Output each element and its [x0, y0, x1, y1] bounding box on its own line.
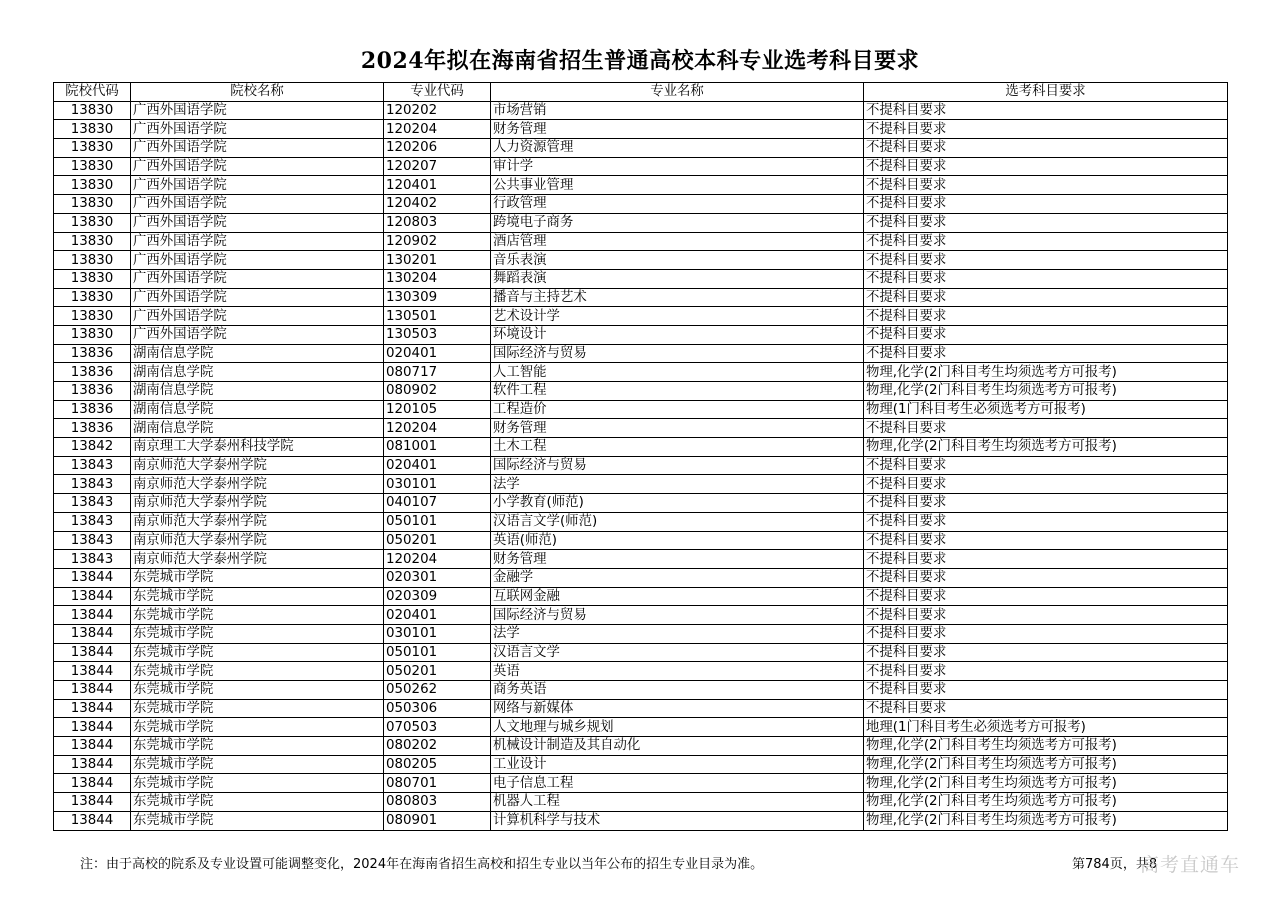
school-name-cell: 东莞城市学院 [131, 662, 384, 681]
major-name-cell: 行政管理 [491, 195, 864, 214]
major-code-cell: 050201 [384, 662, 491, 681]
table-row [54, 269, 1228, 288]
table-row [54, 120, 1228, 139]
subject-requirement-cell: 物理,化学(2门科目考生均须选考方可报考) [864, 755, 1228, 774]
major-code-cell: 080901 [384, 811, 491, 830]
school-name-cell: 广西外国语学院 [131, 269, 384, 288]
school-name-cell: 湖南信息学院 [131, 419, 384, 438]
school-code-cell: 13843 [54, 550, 131, 569]
major-code-cell: 080902 [384, 382, 491, 401]
subject-requirement-cell: 不提科目要求 [864, 456, 1228, 475]
major-name-cell: 市场营销 [491, 101, 864, 120]
subject-requirement-cell: 不提科目要求 [864, 325, 1228, 344]
school-code-cell: 13830 [54, 269, 131, 288]
major-code-cell: 020401 [384, 344, 491, 363]
subject-requirement-cell: 不提科目要求 [864, 568, 1228, 587]
school-code-cell: 13830 [54, 232, 131, 251]
subject-requirement-cell: 物理,化学(2门科目考生均须选考方可报考) [864, 382, 1228, 401]
subject-requirement-cell: 不提科目要求 [864, 288, 1228, 307]
school-code-cell: 13842 [54, 438, 131, 457]
major-code-cell: 050262 [384, 681, 491, 700]
table-row [54, 568, 1228, 587]
major-name-cell: 财务管理 [491, 550, 864, 569]
school-name-cell: 南京师范大学泰州学院 [131, 531, 384, 550]
table-row [54, 307, 1228, 326]
table-row [54, 176, 1228, 195]
school-name-cell: 南京师范大学泰州学院 [131, 456, 384, 475]
major-code-cell: 130503 [384, 325, 491, 344]
major-code-cell: 130201 [384, 251, 491, 270]
subject-requirement-cell: 不提科目要求 [864, 213, 1228, 232]
school-code-cell: 13830 [54, 195, 131, 214]
school-code-cell: 13844 [54, 624, 131, 643]
school-name-cell: 东莞城市学院 [131, 681, 384, 700]
school-name-cell: 广西外国语学院 [131, 307, 384, 326]
table-row [54, 699, 1228, 718]
table-row [54, 288, 1228, 307]
major-name-cell: 审计学 [491, 157, 864, 176]
subject-requirement-cell: 物理,化学(2门科目考生均须选考方可报考) [864, 793, 1228, 812]
school-name-cell: 湖南信息学院 [131, 363, 384, 382]
table-row [54, 157, 1228, 176]
major-code-cell: 030101 [384, 624, 491, 643]
major-name-cell: 环境设计 [491, 325, 864, 344]
subject-requirement-cell: 不提科目要求 [864, 101, 1228, 120]
school-name-cell: 广西外国语学院 [131, 195, 384, 214]
subject-requirement-cell: 不提科目要求 [864, 606, 1228, 625]
table-row [54, 737, 1228, 756]
major-code-cell: 070503 [384, 718, 491, 737]
major-name-cell: 互联网金融 [491, 587, 864, 606]
table-row [54, 512, 1228, 531]
subject-requirement-cell: 物理,化学(2门科目考生均须选考方可报考) [864, 438, 1228, 457]
subject-requirement-cell: 不提科目要求 [864, 157, 1228, 176]
header-school-name: 院校名称 [131, 83, 384, 102]
major-name-cell: 跨境电子商务 [491, 213, 864, 232]
school-code-cell: 13830 [54, 251, 131, 270]
major-code-cell: 080202 [384, 737, 491, 756]
subject-requirement-cell: 不提科目要求 [864, 550, 1228, 569]
footer-note: 注：由于高校的院系及专业设置可能调整变化，2024年在海南省招生高校和招生专业以当年公布的招生专业目录为准。 [80, 857, 764, 872]
school-name-cell: 南京师范大学泰州学院 [131, 494, 384, 513]
school-code-cell: 13830 [54, 101, 131, 120]
major-name-cell: 人工智能 [491, 363, 864, 382]
subject-requirement-cell: 不提科目要求 [864, 307, 1228, 326]
table-row [54, 456, 1228, 475]
school-name-cell: 广西外国语学院 [131, 213, 384, 232]
table-row [54, 101, 1228, 120]
school-name-cell: 东莞城市学院 [131, 587, 384, 606]
subject-requirement-cell: 物理(1门科目考生必须选考方可报考) [864, 400, 1228, 419]
school-name-cell: 广西外国语学院 [131, 251, 384, 270]
watermark: 高考直通车 [1140, 854, 1241, 876]
major-code-cell: 080205 [384, 755, 491, 774]
major-code-cell: 020401 [384, 606, 491, 625]
subject-requirement-cell: 不提科目要求 [864, 624, 1228, 643]
major-name-cell: 人力资源管理 [491, 139, 864, 158]
subject-requirement-cell: 不提科目要求 [864, 587, 1228, 606]
major-name-cell: 电子信息工程 [491, 774, 864, 793]
school-name-cell: 东莞城市学院 [131, 774, 384, 793]
school-code-cell: 13830 [54, 176, 131, 195]
school-code-cell: 13830 [54, 325, 131, 344]
school-name-cell: 东莞城市学院 [131, 568, 384, 587]
table-row [54, 624, 1228, 643]
school-code-cell: 13830 [54, 157, 131, 176]
subject-requirement-cell: 不提科目要求 [864, 344, 1228, 363]
school-code-cell: 13844 [54, 662, 131, 681]
table-row [54, 382, 1228, 401]
subject-requirement-cell: 不提科目要求 [864, 512, 1228, 531]
subject-requirement-cell: 不提科目要求 [864, 251, 1228, 270]
subject-requirement-cell: 不提科目要求 [864, 139, 1228, 158]
school-code-cell: 13843 [54, 456, 131, 475]
major-name-cell: 土木工程 [491, 438, 864, 457]
school-name-cell: 广西外国语学院 [131, 139, 384, 158]
table-row [54, 195, 1228, 214]
table-row [54, 213, 1228, 232]
table-row [54, 643, 1228, 662]
major-name-cell: 英语(师范) [491, 531, 864, 550]
school-code-cell: 13844 [54, 681, 131, 700]
major-code-cell: 120204 [384, 550, 491, 569]
table-row [54, 606, 1228, 625]
major-code-cell: 130501 [384, 307, 491, 326]
table-row [54, 755, 1228, 774]
table-row [54, 475, 1228, 494]
school-code-cell: 13830 [54, 307, 131, 326]
school-code-cell: 13844 [54, 587, 131, 606]
school-code-cell: 13830 [54, 213, 131, 232]
subject-requirement-cell: 物理,化学(2门科目考生均须选考方可报考) [864, 774, 1228, 793]
major-code-cell: 030101 [384, 475, 491, 494]
major-name-cell: 艺术设计学 [491, 307, 864, 326]
major-name-cell: 法学 [491, 624, 864, 643]
major-name-cell: 工业设计 [491, 755, 864, 774]
school-name-cell: 东莞城市学院 [131, 699, 384, 718]
major-name-cell: 音乐表演 [491, 251, 864, 270]
school-code-cell: 13844 [54, 606, 131, 625]
school-code-cell: 13830 [54, 288, 131, 307]
major-code-cell: 080717 [384, 363, 491, 382]
major-code-cell: 050101 [384, 643, 491, 662]
subject-requirement-cell: 不提科目要求 [864, 494, 1228, 513]
major-code-cell: 020309 [384, 587, 491, 606]
subject-requirement-cell: 不提科目要求 [864, 176, 1228, 195]
table-row [54, 419, 1228, 438]
school-code-cell: 13844 [54, 737, 131, 756]
major-code-cell: 020401 [384, 456, 491, 475]
major-code-cell: 080803 [384, 793, 491, 812]
school-name-cell: 东莞城市学院 [131, 811, 384, 830]
school-code-cell: 13836 [54, 419, 131, 438]
school-name-cell: 湖南信息学院 [131, 344, 384, 363]
header-major-name: 专业名称 [491, 83, 864, 102]
major-name-cell: 舞蹈表演 [491, 269, 864, 288]
table-body [54, 101, 1228, 830]
school-code-cell: 13844 [54, 774, 131, 793]
school-code-cell: 13836 [54, 382, 131, 401]
school-name-cell: 东莞城市学院 [131, 755, 384, 774]
table-row [54, 587, 1228, 606]
subject-requirement-cell: 物理,化学(2门科目考生均须选考方可报考) [864, 737, 1228, 756]
major-name-cell: 财务管理 [491, 120, 864, 139]
table-row [54, 363, 1228, 382]
table-row [54, 139, 1228, 158]
table-row [54, 662, 1228, 681]
major-code-cell: 050306 [384, 699, 491, 718]
school-name-cell: 南京师范大学泰州学院 [131, 550, 384, 569]
major-name-cell: 金融学 [491, 568, 864, 587]
table-row [54, 400, 1228, 419]
subject-requirement-cell: 不提科目要求 [864, 643, 1228, 662]
major-code-cell: 120206 [384, 139, 491, 158]
major-code-cell: 120204 [384, 419, 491, 438]
subject-requirement-cell: 不提科目要求 [864, 120, 1228, 139]
school-code-cell: 13844 [54, 755, 131, 774]
school-code-cell: 13844 [54, 568, 131, 587]
school-name-cell: 南京师范大学泰州学院 [131, 512, 384, 531]
major-name-cell: 播音与主持艺术 [491, 288, 864, 307]
major-code-cell: 120202 [384, 101, 491, 120]
subject-requirement-cell: 不提科目要求 [864, 531, 1228, 550]
major-code-cell: 120207 [384, 157, 491, 176]
school-name-cell: 广西外国语学院 [131, 157, 384, 176]
school-name-cell: 广西外国语学院 [131, 120, 384, 139]
subject-requirement-cell: 不提科目要求 [864, 269, 1228, 288]
school-code-cell: 13836 [54, 344, 131, 363]
school-name-cell: 广西外国语学院 [131, 101, 384, 120]
major-name-cell: 酒店管理 [491, 232, 864, 251]
subject-requirement-cell: 地理(1门科目考生必须选考方可报考) [864, 718, 1228, 737]
school-code-cell: 13843 [54, 475, 131, 494]
school-name-cell: 东莞城市学院 [131, 643, 384, 662]
page-number: 第784页，共8 [1072, 857, 1158, 872]
school-code-cell: 13843 [54, 512, 131, 531]
school-code-cell: 13836 [54, 400, 131, 419]
school-code-cell: 13843 [54, 494, 131, 513]
school-name-cell: 东莞城市学院 [131, 624, 384, 643]
school-name-cell: 南京理工大学泰州科技学院 [131, 438, 384, 457]
table-row [54, 251, 1228, 270]
major-code-cell: 050101 [384, 512, 491, 531]
subject-requirement-cell: 不提科目要求 [864, 662, 1228, 681]
table-row [54, 325, 1228, 344]
school-name-cell: 广西外国语学院 [131, 325, 384, 344]
table-row [54, 811, 1228, 830]
school-code-cell: 13844 [54, 793, 131, 812]
school-code-cell: 13836 [54, 363, 131, 382]
table-row [54, 494, 1228, 513]
subject-requirement-cell: 不提科目要求 [864, 419, 1228, 438]
major-name-cell: 人文地理与城乡规划 [491, 718, 864, 737]
header-major-code: 专业代码 [384, 83, 491, 102]
major-name-cell: 计算机科学与技术 [491, 811, 864, 830]
school-code-cell: 13830 [54, 139, 131, 158]
header-school-code: 院校代码 [54, 83, 131, 102]
school-name-cell: 南京师范大学泰州学院 [131, 475, 384, 494]
school-name-cell: 东莞城市学院 [131, 793, 384, 812]
major-code-cell: 080701 [384, 774, 491, 793]
header-subject-requirement: 选考科目要求 [864, 83, 1228, 102]
table-header-row [54, 83, 1228, 102]
major-name-cell: 网络与新媒体 [491, 699, 864, 718]
table-row [54, 718, 1228, 737]
major-code-cell: 120402 [384, 195, 491, 214]
school-name-cell: 东莞城市学院 [131, 606, 384, 625]
subject-requirement-cell: 不提科目要求 [864, 232, 1228, 251]
table-row [54, 793, 1228, 812]
subject-requirement-cell: 不提科目要求 [864, 475, 1228, 494]
subject-requirement-cell: 物理,化学(2门科目考生均须选考方可报考) [864, 811, 1228, 830]
major-code-cell: 130204 [384, 269, 491, 288]
requirements-table [53, 82, 1228, 831]
major-code-cell: 040107 [384, 494, 491, 513]
major-code-cell: 120105 [384, 400, 491, 419]
school-name-cell: 湖南信息学院 [131, 400, 384, 419]
major-name-cell: 汉语言文学(师范) [491, 512, 864, 531]
major-name-cell: 汉语言文学 [491, 643, 864, 662]
table-row [54, 774, 1228, 793]
subject-requirement-cell: 不提科目要求 [864, 681, 1228, 700]
major-name-cell: 法学 [491, 475, 864, 494]
major-code-cell: 020301 [384, 568, 491, 587]
school-code-cell: 13843 [54, 531, 131, 550]
subject-requirement-cell: 不提科目要求 [864, 699, 1228, 718]
table-row [54, 344, 1228, 363]
school-code-cell: 13844 [54, 718, 131, 737]
subject-requirement-cell: 物理,化学(2门科目考生均须选考方可报考) [864, 363, 1228, 382]
page-title: 2024年拟在海南省招生普通高校本科专业选考科目要求 [360, 48, 920, 74]
table-row [54, 550, 1228, 569]
table-row [54, 531, 1228, 550]
school-code-cell: 13844 [54, 699, 131, 718]
major-code-cell: 120401 [384, 176, 491, 195]
table-row [54, 438, 1228, 457]
major-name-cell: 工程造价 [491, 400, 864, 419]
school-name-cell: 湖南信息学院 [131, 382, 384, 401]
school-code-cell: 13830 [54, 120, 131, 139]
major-name-cell: 商务英语 [491, 681, 864, 700]
major-code-cell: 120204 [384, 120, 491, 139]
school-name-cell: 广西外国语学院 [131, 232, 384, 251]
major-code-cell: 120902 [384, 232, 491, 251]
major-name-cell: 财务管理 [491, 419, 864, 438]
major-name-cell: 国际经济与贸易 [491, 344, 864, 363]
major-code-cell: 120803 [384, 213, 491, 232]
major-name-cell: 国际经济与贸易 [491, 456, 864, 475]
table-row [54, 681, 1228, 700]
major-code-cell: 130309 [384, 288, 491, 307]
school-name-cell: 广西外国语学院 [131, 288, 384, 307]
major-name-cell: 小学教育(师范) [491, 494, 864, 513]
major-code-cell: 081001 [384, 438, 491, 457]
school-code-cell: 13844 [54, 643, 131, 662]
major-name-cell: 机械设计制造及其自动化 [491, 737, 864, 756]
school-code-cell: 13844 [54, 811, 131, 830]
subject-requirement-cell: 不提科目要求 [864, 195, 1228, 214]
table-row [54, 232, 1228, 251]
school-name-cell: 东莞城市学院 [131, 718, 384, 737]
major-name-cell: 国际经济与贸易 [491, 606, 864, 625]
major-code-cell: 050201 [384, 531, 491, 550]
major-name-cell: 机器人工程 [491, 793, 864, 812]
school-name-cell: 广西外国语学院 [131, 176, 384, 195]
school-name-cell: 东莞城市学院 [131, 737, 384, 756]
major-name-cell: 公共事业管理 [491, 176, 864, 195]
major-name-cell: 软件工程 [491, 382, 864, 401]
major-name-cell: 英语 [491, 662, 864, 681]
